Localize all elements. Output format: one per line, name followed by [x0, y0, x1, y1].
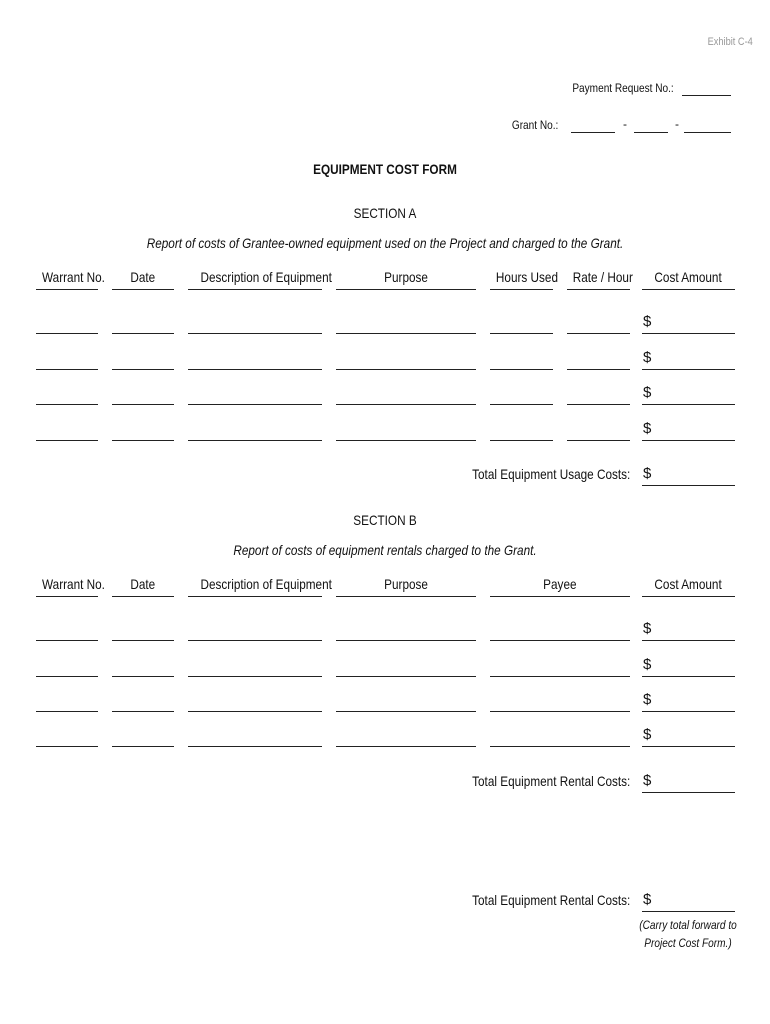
note-line-2: Project Cost Form.) — [644, 936, 732, 950]
total-rental-label: Total Equipment Rental Costs: — [471, 773, 630, 789]
purpose-field[interactable] — [336, 440, 476, 441]
grant-field-part2[interactable] — [634, 132, 668, 133]
note-line-1: (Carry total forward to — [639, 918, 737, 932]
description-field[interactable] — [188, 746, 322, 747]
description-field[interactable] — [188, 440, 322, 441]
date-field[interactable] — [112, 404, 174, 405]
warrant-field[interactable] — [36, 640, 98, 641]
grand-total-field[interactable] — [642, 911, 735, 912]
description-field[interactable] — [188, 640, 322, 641]
payment-request-field[interactable] — [682, 95, 731, 96]
col-header-date: Date — [130, 269, 156, 285]
col-header-cost-amount: Cost Amount — [654, 269, 723, 285]
dollar-sign: $ — [643, 384, 652, 401]
grand-total-label: Total Equipment Rental Costs: — [471, 892, 630, 908]
cost-amount-field[interactable] — [642, 404, 735, 405]
date-field[interactable] — [112, 333, 174, 334]
purpose-field[interactable] — [336, 404, 476, 405]
warrant-field[interactable] — [36, 369, 98, 370]
date-field[interactable] — [112, 369, 174, 370]
hours-used-field[interactable] — [490, 440, 553, 441]
payee-field[interactable] — [490, 746, 630, 747]
purpose-field[interactable] — [336, 333, 476, 334]
form-title: EQUIPMENT COST FORM — [313, 161, 457, 177]
dollar-sign: $ — [643, 726, 652, 743]
dollar-sign: $ — [643, 656, 652, 673]
dollar-sign: $ — [643, 691, 652, 708]
col-header-payee: Payee — [543, 576, 577, 592]
section-a-heading: SECTION A — [353, 205, 417, 221]
total-usage-field[interactable] — [642, 485, 735, 486]
cost-amount-field[interactable] — [642, 640, 735, 641]
grant-field-part1[interactable] — [571, 132, 615, 133]
col-header-description: Description of Equipment — [200, 269, 332, 285]
warrant-field[interactable] — [36, 440, 98, 441]
warrant-field[interactable] — [36, 711, 98, 712]
purpose-field[interactable] — [336, 640, 476, 641]
grant-separator: - — [623, 117, 627, 131]
payee-field[interactable] — [490, 640, 630, 641]
description-field[interactable] — [188, 676, 322, 677]
warrant-field[interactable] — [36, 404, 98, 405]
rate-hour-field[interactable] — [567, 333, 630, 334]
exhibit-label: Exhibit C-4 — [707, 36, 753, 48]
dollar-sign: $ — [643, 891, 652, 908]
section-a-description: Report of costs of Grantee-owned equipment used on the Project and charged to the Grant. — [146, 235, 624, 251]
date-field[interactable] — [112, 676, 174, 677]
col-header-cost-amount: Cost Amount — [654, 576, 723, 592]
cost-amount-field[interactable] — [642, 676, 735, 677]
grant-field-part3[interactable] — [684, 132, 731, 133]
rate-hour-field[interactable] — [567, 369, 630, 370]
dollar-sign: $ — [643, 620, 652, 637]
col-header-warrant: Warrant No. — [41, 269, 105, 285]
col-header-warrant: Warrant No. — [41, 576, 105, 592]
cost-amount-field[interactable] — [642, 440, 735, 441]
description-field[interactable] — [188, 711, 322, 712]
warrant-field[interactable] — [36, 746, 98, 747]
payee-field[interactable] — [490, 711, 630, 712]
date-field[interactable] — [112, 746, 174, 747]
col-header-purpose: Purpose — [384, 269, 428, 285]
grant-label: Grant No.: — [511, 118, 558, 132]
grant-separator: - — [675, 117, 679, 131]
section-b-description: Report of costs of equipment rentals charged to the Grant. — [233, 542, 537, 558]
description-field[interactable] — [188, 369, 322, 370]
date-field[interactable] — [112, 640, 174, 641]
payee-field[interactable] — [490, 676, 630, 677]
carry-forward-note — [628, 918, 748, 950]
cost-amount-field[interactable] — [642, 333, 735, 334]
payment-request-label: Payment Request No.: — [572, 81, 674, 95]
purpose-field[interactable] — [336, 369, 476, 370]
description-field[interactable] — [188, 333, 322, 334]
description-field[interactable] — [188, 404, 322, 405]
col-header-description: Description of Equipment — [200, 576, 332, 592]
purpose-field[interactable] — [336, 676, 476, 677]
cost-amount-field[interactable] — [642, 746, 735, 747]
dollar-sign: $ — [643, 465, 652, 482]
section-b-heading: SECTION B — [353, 512, 417, 528]
rate-hour-field[interactable] — [567, 404, 630, 405]
col-header-hours-used: Hours Used — [495, 269, 559, 285]
purpose-field[interactable] — [336, 711, 476, 712]
dollar-sign: $ — [643, 772, 652, 789]
hours-used-field[interactable] — [490, 333, 553, 334]
hours-used-field[interactable] — [490, 404, 553, 405]
date-field[interactable] — [112, 440, 174, 441]
total-usage-label: Total Equipment Usage Costs: — [471, 466, 630, 482]
purpose-field[interactable] — [336, 746, 476, 747]
warrant-field[interactable] — [36, 676, 98, 677]
warrant-field[interactable] — [36, 333, 98, 334]
dollar-sign: $ — [643, 420, 652, 437]
date-field[interactable] — [112, 711, 174, 712]
cost-amount-field[interactable] — [642, 369, 735, 370]
col-header-purpose: Purpose — [384, 576, 428, 592]
total-rental-field[interactable] — [642, 792, 735, 793]
rate-hour-field[interactable] — [567, 440, 630, 441]
cost-amount-field[interactable] — [642, 711, 735, 712]
col-header-rate-hour: Rate / Hour — [572, 269, 633, 285]
hours-used-field[interactable] — [490, 369, 553, 370]
dollar-sign: $ — [643, 349, 652, 366]
col-header-date: Date — [130, 576, 156, 592]
dollar-sign: $ — [643, 313, 652, 330]
